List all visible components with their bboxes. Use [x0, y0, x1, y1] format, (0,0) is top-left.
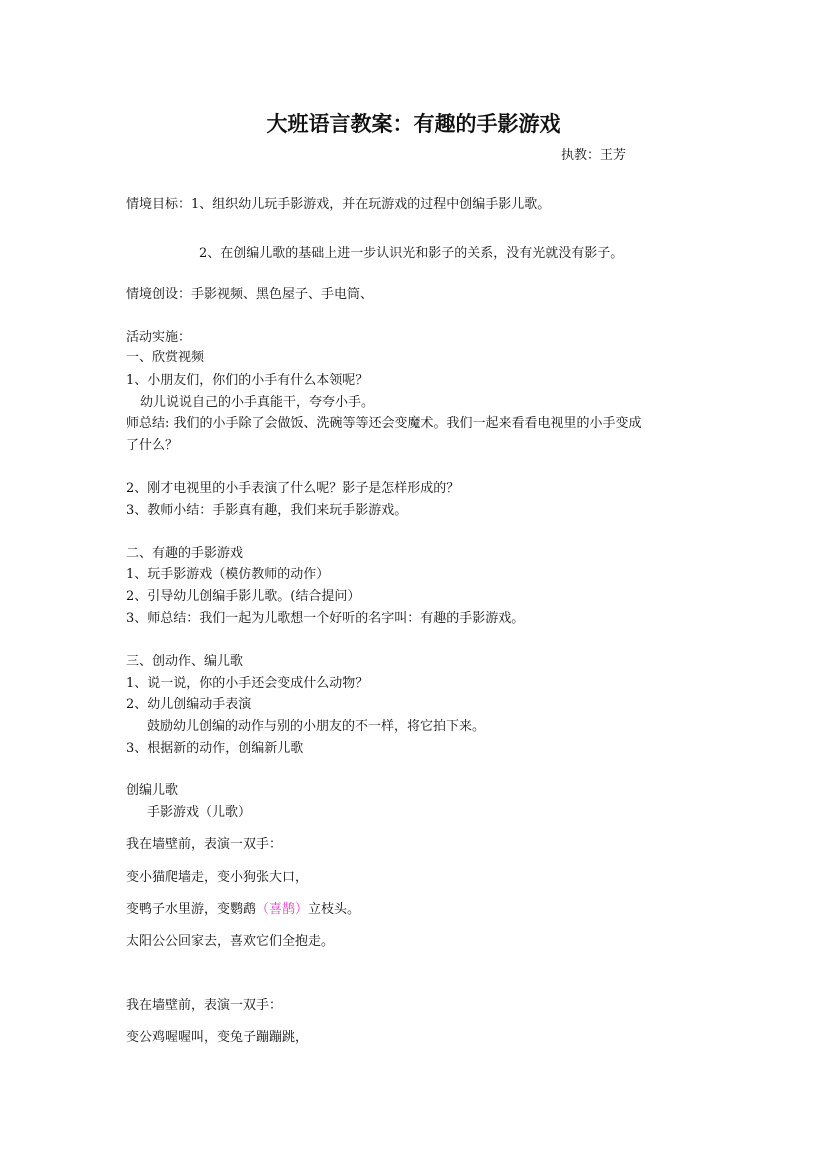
section-3-line: 鼓励幼儿创编的动作与别的小朋友的不一样，将它拍下来。	[147, 719, 486, 734]
song-verse-line: 变公鸡喔喔叫，变兔子蹦蹦跳，	[126, 1030, 309, 1045]
section-3-line: 3、根据新的动作，创编新儿歌	[126, 741, 304, 756]
section-2-heading: 二、有趣的手影游戏	[126, 546, 244, 561]
section-2-line: 3、师总结：我们一起为儿歌想一个好听的名字叫：有趣的手影游戏。	[126, 611, 525, 626]
song-verse-part: 立枝头。	[308, 902, 361, 917]
section-1-line: 1、小朋友们，你们的小手有什么本领呢？	[126, 373, 369, 388]
song-name: 手影游戏（儿歌）	[147, 805, 252, 820]
section-3-line: 2、幼儿创编动手表演	[126, 697, 252, 712]
section-1-line: 了什么？	[126, 438, 179, 453]
song-verse-part: 变鸭子水里游，变鹦鹉	[126, 902, 257, 917]
page-title: 大班语言教案：有趣的手影游戏	[266, 111, 561, 136]
song-verse-line: 太阳公公回家去，喜欢它们全抱走。	[126, 934, 335, 949]
goal-line-1: 情境目标：1、组织幼儿玩手影游戏，并在玩游戏的过程中创编手影儿歌。	[126, 197, 551, 212]
song-heading: 创编儿歌	[126, 783, 179, 798]
section-3-line: 1、说一说，你的小手还会变成什么动物？	[126, 676, 369, 691]
section-1-line: 2、刚才电视里的小手表演了什么呢？影子是怎样形成的？	[126, 481, 460, 496]
goal-line-2: 2、在创编儿歌的基础上进一步认识光和影子的关系，没有光就没有影子。	[199, 246, 624, 261]
impl-heading: 活动实施：	[126, 330, 192, 345]
section-3-heading: 三、创动作、编儿歌	[126, 654, 244, 669]
setup-line: 情境创设：手影视频、黑色屋子、手电筒、	[126, 287, 374, 302]
section-2-line: 2、引导幼儿创编手影儿歌。(结合提问）	[126, 589, 361, 604]
section-1-line: 师总结: 我们的小手除了会做饭、洗碗等等还会变魔术。我们一起来看看电视里的小手变成	[126, 416, 642, 431]
section-1-line: 幼儿说说自己的小手真能干，夸夸小手。	[140, 395, 375, 410]
song-verse-line: 我在墙壁前，表演一双手：	[126, 837, 283, 852]
highlighted-word: （喜鹊）	[256, 902, 309, 917]
section-1-heading: 一、欣赏视频	[126, 350, 205, 365]
song-verse-line: 变小猫爬墙走，变小狗张大口，	[126, 870, 309, 885]
section-1-line: 3、教师小结：手影真有趣，我们来玩手影游戏。	[126, 503, 408, 518]
author-line: 执教：王芳	[561, 148, 627, 163]
song-verse-line: 我在墙壁前，表演一双手：	[126, 998, 283, 1013]
song-verse-line	[126, 901, 360, 919]
section-2-line: 1、玩手影游戏（模仿教师的动作）	[126, 567, 330, 582]
